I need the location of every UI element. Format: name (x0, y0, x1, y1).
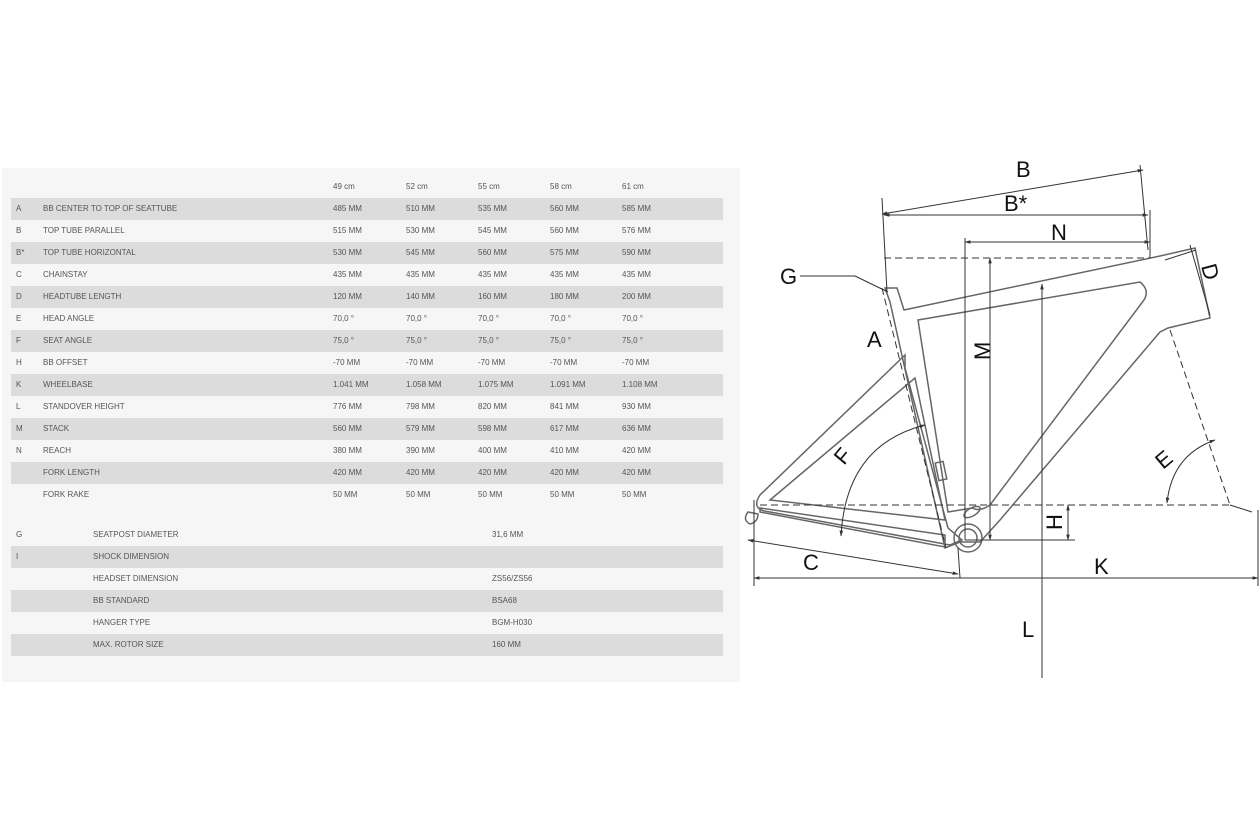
dimension-value: 1.108 MM (622, 380, 658, 389)
dimension-value: 545 MM (406, 248, 435, 257)
dimension-key: B (16, 226, 22, 235)
dimension-value: 598 MM (478, 424, 507, 433)
dimension-value: 1.091 MM (550, 380, 586, 389)
label-H: H (1042, 514, 1067, 530)
dimension-name: BB OFFSET (43, 358, 88, 367)
geometry-row (11, 374, 723, 396)
dimension-name: HEAD ANGLE (43, 314, 95, 323)
dimension-value: 410 MM (550, 446, 579, 455)
size-header: 61 cm (622, 182, 644, 191)
label-C: C (803, 550, 819, 575)
spec-row (11, 524, 723, 546)
dimension-key: B* (16, 248, 25, 257)
size-header: 49 cm (333, 182, 355, 191)
size-header: 58 cm (550, 182, 572, 191)
dimension-value: 1.075 MM (478, 380, 514, 389)
dimension-value: 636 MM (622, 424, 651, 433)
dimension-value: 535 MM (478, 204, 507, 213)
geometry-row (11, 220, 723, 242)
spec-name: SHOCK DIMENSION (93, 552, 170, 561)
dimension-value: 435 MM (406, 270, 435, 279)
label-B: B (1016, 157, 1031, 182)
dimension-name: FORK LENGTH (43, 468, 100, 477)
dimension-value: 798 MM (406, 402, 435, 411)
spec-value: 160 MM (492, 640, 521, 649)
dimension-value: 530 MM (333, 248, 362, 257)
dimension-value: 776 MM (333, 402, 362, 411)
dimension-value: 50 MM (622, 490, 647, 499)
dimension-value: 420 MM (622, 468, 651, 477)
dimension-value: 420 MM (333, 468, 362, 477)
size-header: 52 cm (406, 182, 428, 191)
label-L: L (1022, 617, 1035, 642)
dimension-key: M (16, 424, 23, 433)
spec-row (11, 568, 723, 590)
label-M: M (970, 341, 995, 360)
dimension-value: 120 MM (333, 292, 362, 301)
spec-name: HEADSET DIMENSION (93, 574, 179, 583)
geometry-row (11, 352, 723, 374)
geometry-row (11, 308, 723, 330)
dimension-name: STANDOVER HEIGHT (43, 402, 125, 411)
dimension-value: 590 MM (622, 248, 651, 257)
dimension-value: 485 MM (333, 204, 362, 213)
dimension-key: D (16, 292, 22, 301)
dimension-value: 50 MM (333, 490, 358, 499)
dimension-value: 75,0 ° (478, 336, 499, 345)
dimension-value: 380 MM (333, 446, 362, 455)
spec-name: SEATPOST DIAMETER (93, 530, 179, 539)
dimension-value: 75,0 ° (622, 336, 643, 345)
dimension-value: 70,0 ° (550, 314, 571, 323)
dimension-value: 420 MM (550, 468, 579, 477)
dimension-name: STACK (43, 424, 70, 433)
spec-value: ZS56/ZS56 (492, 574, 533, 583)
dimension-value: 390 MM (406, 446, 435, 455)
dimension-value: 75,0 ° (550, 336, 571, 345)
spec-row (11, 590, 723, 612)
dimension-value: 1.041 MM (333, 380, 369, 389)
dimension-value: 140 MM (406, 292, 435, 301)
dimension-name: WHEELBASE (43, 380, 93, 389)
bike-frame (745, 248, 1210, 552)
spec-name: MAX. ROTOR SIZE (93, 640, 164, 649)
dimension-name: TOP TUBE PARALLEL (43, 226, 125, 235)
dimension-name: TOP TUBE HORIZONTAL (43, 248, 136, 257)
dimension-value: 560 MM (550, 204, 579, 213)
dimension-key: F (16, 336, 21, 345)
dimension-value: 400 MM (478, 446, 507, 455)
spec-value: BSA68 (492, 596, 517, 605)
spec-row (11, 612, 723, 634)
dimension-value: -70 MM (406, 358, 434, 367)
label-E: E (1150, 445, 1178, 474)
dimension-key: K (16, 380, 22, 389)
dimension-value: 575 MM (550, 248, 579, 257)
spec-name: BB STANDARD (93, 596, 150, 605)
dimension-name: CHAINSTAY (43, 270, 88, 279)
dimension-value: -70 MM (333, 358, 361, 367)
dimension-name: SEAT ANGLE (43, 336, 93, 345)
dimension-key: C (16, 270, 22, 279)
geometry-row (11, 484, 723, 506)
spec-key: G (16, 530, 23, 539)
dimension-value: 435 MM (550, 270, 579, 279)
dimension-value: 435 MM (478, 270, 507, 279)
geometry-rows (11, 198, 723, 506)
dimension-value: 530 MM (406, 226, 435, 235)
geometry-row (11, 418, 723, 440)
spec-row (11, 546, 723, 568)
dimension-value: 560 MM (333, 424, 362, 433)
size-header-row (11, 176, 723, 198)
dimension-value: 70,0 ° (622, 314, 643, 323)
dimension-value: 435 MM (622, 270, 651, 279)
dimension-value: 560 MM (550, 226, 579, 235)
dimension-value: 820 MM (478, 402, 507, 411)
dimension-value: 75,0 ° (333, 336, 354, 345)
dimension-name: HEADTUBE LENGTH (43, 292, 122, 301)
dimension-value: -70 MM (622, 358, 650, 367)
dimension-value: 560 MM (478, 248, 507, 257)
dimension-value: 70,0 ° (478, 314, 499, 323)
label-B-star: B* (1004, 191, 1028, 216)
label-D: D (1196, 260, 1225, 283)
geometry-table (11, 176, 723, 656)
dimension-value: 930 MM (622, 402, 651, 411)
label-K: K (1094, 554, 1109, 579)
dimension-key: A (16, 204, 22, 213)
dimension-value: 545 MM (478, 226, 507, 235)
spec-name: HANGER TYPE (93, 618, 151, 627)
geometry-row (11, 462, 723, 484)
label-A: A (867, 327, 882, 352)
spec-value: BGM-H030 (492, 618, 533, 627)
frame-geometry-diagram (740, 150, 1260, 690)
dimension-value: 50 MM (478, 490, 503, 499)
geometry-row (11, 198, 723, 220)
dimension-name: REACH (43, 446, 72, 455)
dimension-value: 50 MM (406, 490, 431, 499)
geometry-row (11, 264, 723, 286)
geometry-row (11, 440, 723, 462)
dimension-value: 180 MM (550, 292, 579, 301)
dimension-lines (748, 165, 1258, 678)
geometry-row (11, 396, 723, 418)
dimension-value: 420 MM (622, 446, 651, 455)
spec-key: I (16, 552, 19, 561)
geometry-row (11, 242, 723, 264)
dimension-value: 579 MM (406, 424, 435, 433)
dimension-name: FORK RAKE (43, 490, 90, 499)
dimension-value: 200 MM (622, 292, 651, 301)
label-F: F (828, 442, 857, 470)
size-header: 55 cm (478, 182, 500, 191)
dimension-value: 420 MM (478, 468, 507, 477)
label-G: G (780, 264, 798, 289)
dimension-value: 435 MM (333, 270, 362, 279)
dimension-value: 617 MM (550, 424, 579, 433)
dimension-value: 576 MM (622, 226, 651, 235)
label-N: N (1051, 220, 1067, 245)
dimension-value: 841 MM (550, 402, 579, 411)
dimension-value: -70 MM (550, 358, 578, 367)
spec-value: 31,6 MM (492, 530, 524, 539)
dimension-value: 70,0 ° (406, 314, 427, 323)
dimension-value: -70 MM (478, 358, 506, 367)
dimension-value: 585 MM (622, 204, 651, 213)
spec-row (11, 634, 723, 656)
dimension-key: L (16, 402, 21, 411)
dimension-value: 510 MM (406, 204, 435, 213)
dimension-value: 1.058 MM (406, 380, 442, 389)
dimension-key: E (16, 314, 22, 323)
dimension-value: 420 MM (406, 468, 435, 477)
dimension-key: N (16, 446, 22, 455)
dimension-value: 75,0 ° (406, 336, 427, 345)
dimension-value: 515 MM (333, 226, 362, 235)
dimension-value: 160 MM (478, 292, 507, 301)
dimension-key: H (16, 358, 22, 367)
spec-rows (11, 524, 723, 656)
geometry-row (11, 330, 723, 352)
dimension-value: 70,0 ° (333, 314, 354, 323)
dimension-name: BB CENTER TO TOP OF SEATTUBE (43, 204, 178, 213)
dimension-value: 50 MM (550, 490, 575, 499)
geometry-row (11, 286, 723, 308)
